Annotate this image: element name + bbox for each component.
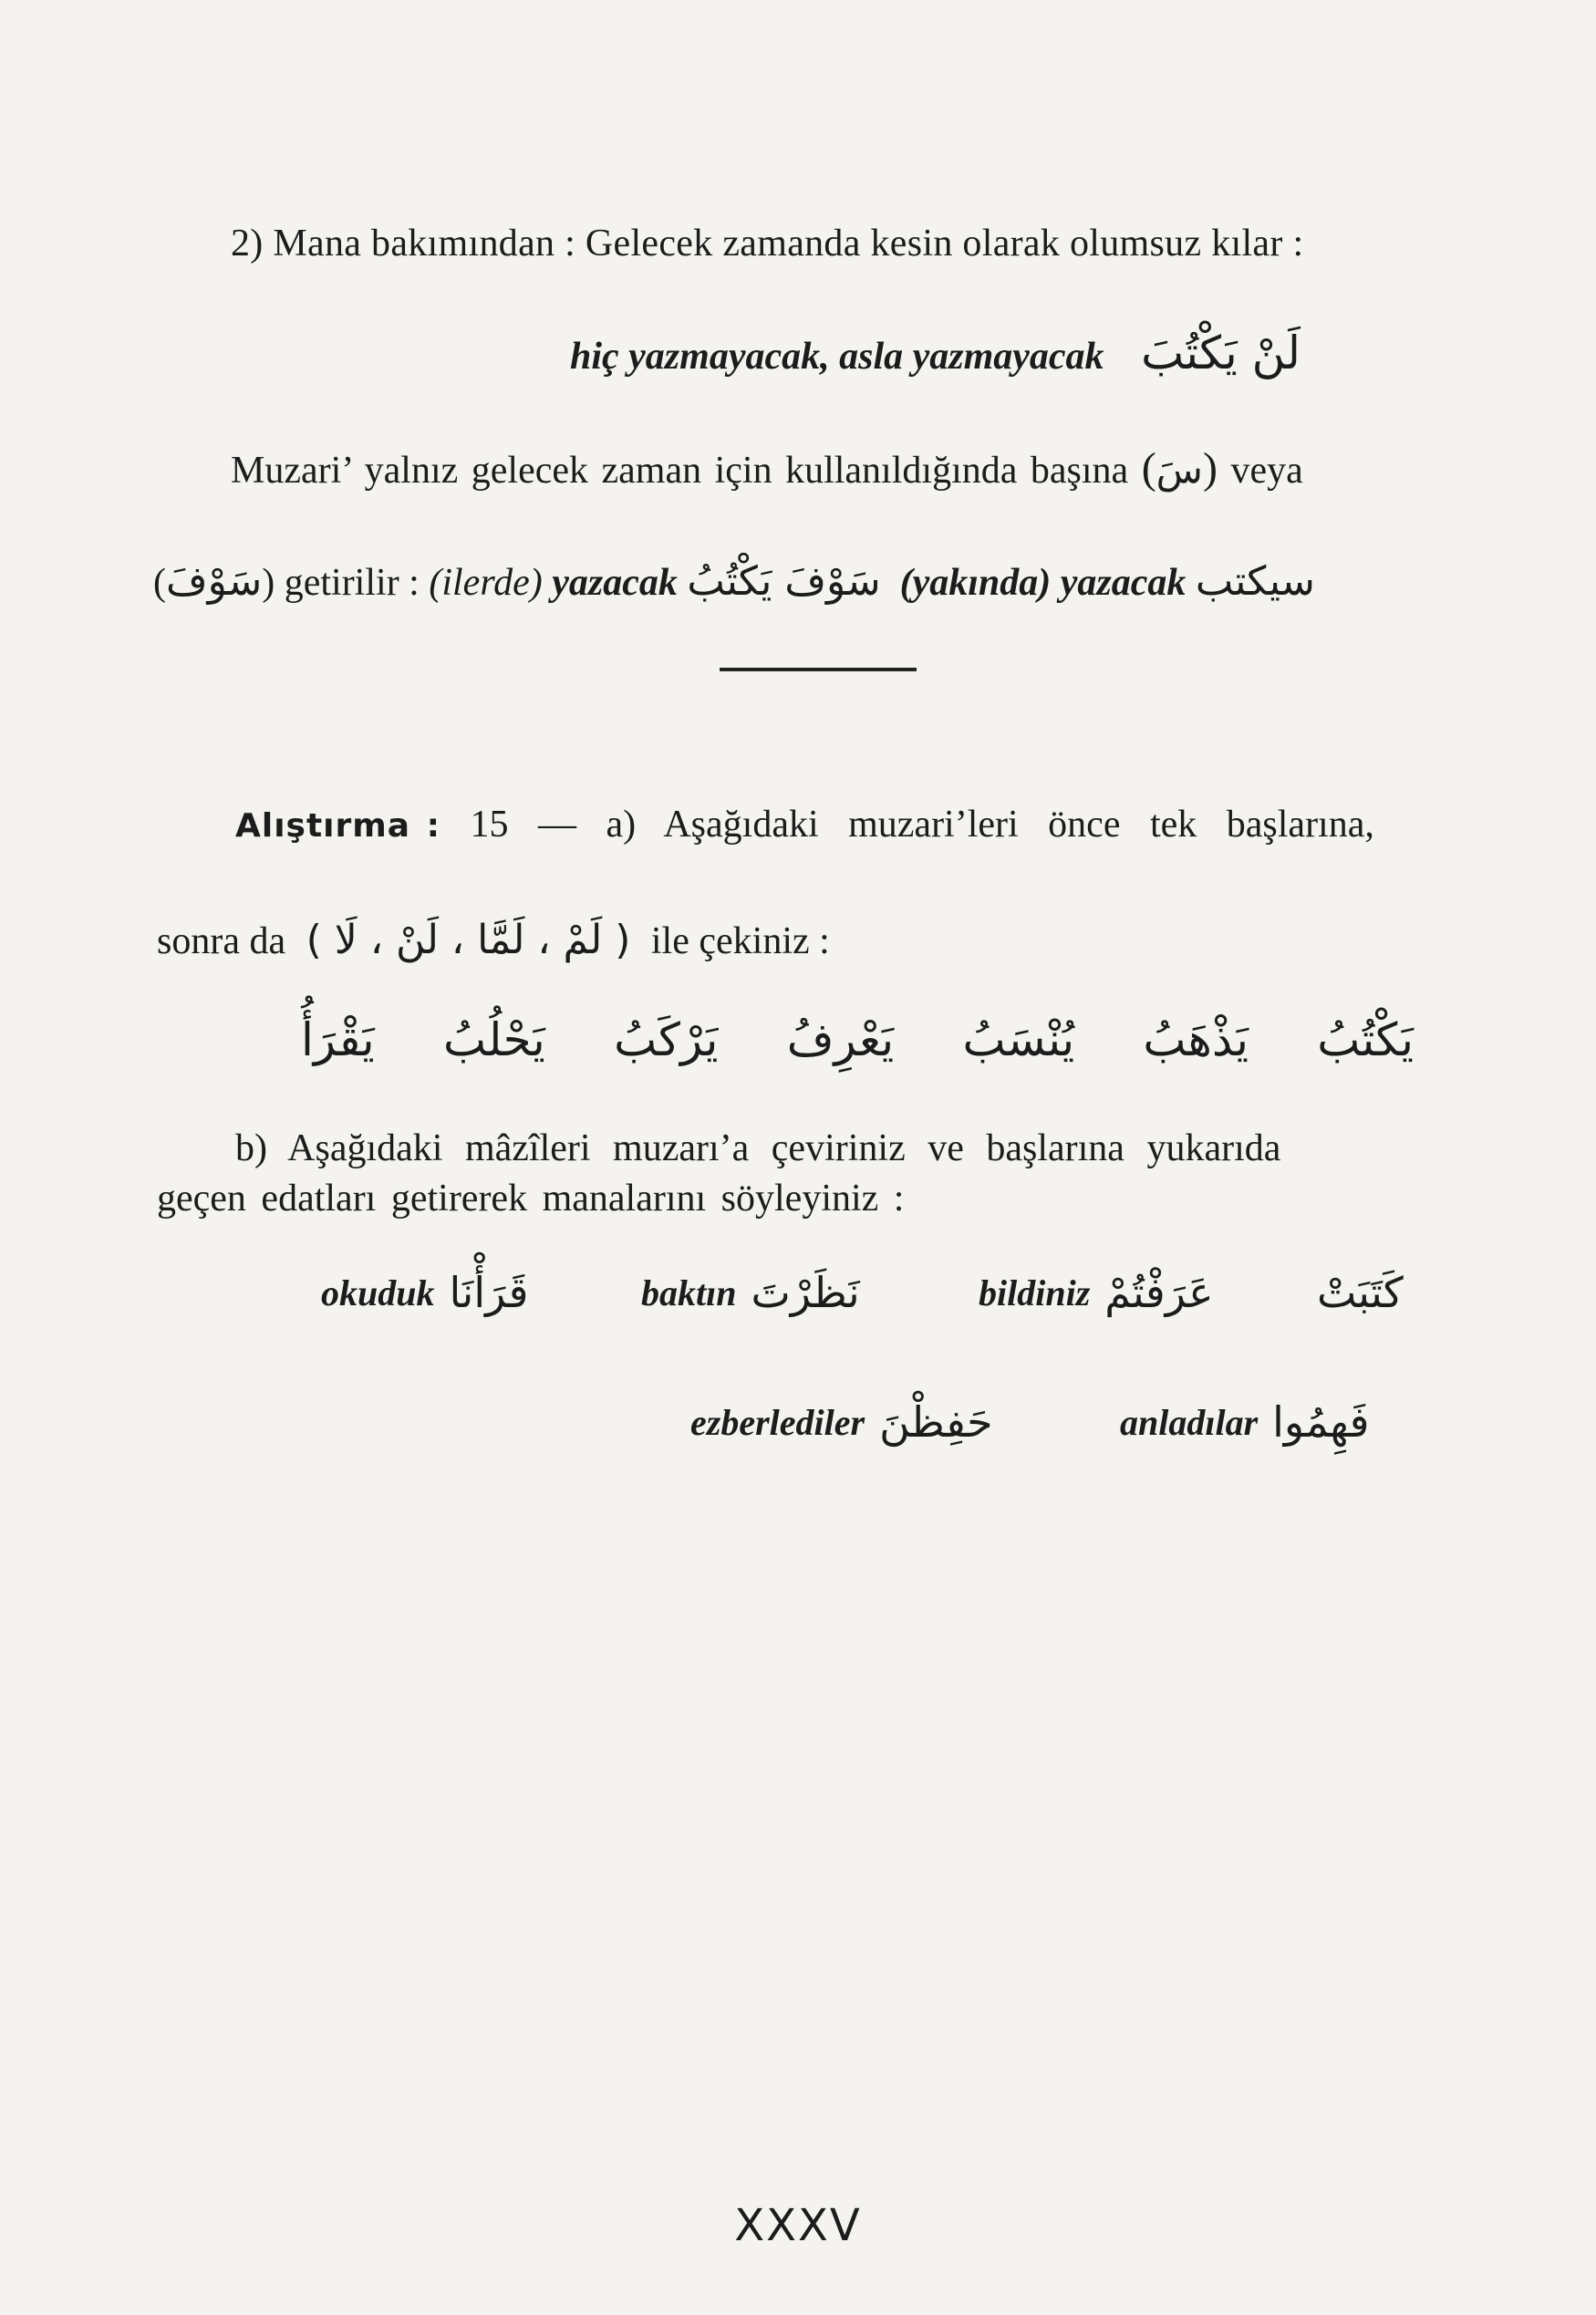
arabic-word: يَقْرَأُ	[301, 1013, 375, 1066]
open-paren: (	[1141, 444, 1156, 493]
arabic-word: يَعْرِفُ	[786, 1013, 895, 1066]
open-paren: (	[153, 562, 166, 604]
sonra-da-text: sonra da	[157, 920, 286, 962]
arabic-sawfa: سَوْفَ	[166, 558, 263, 605]
future-usage-line	[231, 443, 1303, 493]
arabic-sayaktubu: سيكتب	[1195, 558, 1315, 605]
pair-arabic: قَرَأْنَا	[449, 1268, 529, 1317]
pair-arabic: عَرَفْتُمْ	[1104, 1268, 1214, 1317]
close-paren: )	[262, 562, 275, 604]
rule-text: 2) Mana bakımından : Gelecek zamanda kesin olarak olumsuz kılar :	[231, 223, 1304, 265]
exercise-a-text: 15 — a) Aşağıdaki muzari’leri önce tek başlarına,	[470, 804, 1374, 846]
word-pair	[641, 1268, 860, 1317]
word-pair	[1120, 1397, 1370, 1447]
word-pair	[1302, 1268, 1404, 1317]
particles-line	[157, 917, 830, 963]
pair-translation: okuduk	[321, 1272, 435, 1313]
muzari-word-list	[301, 990, 1414, 1090]
arabic-word: يَذْهَبُ	[1143, 1013, 1249, 1066]
arabic-word: يَرْكَبُ	[614, 1013, 719, 1066]
example-meaning: hiç yazmayacak, asla yazmayacak	[570, 336, 1104, 378]
exercise-b-line-2	[157, 1177, 904, 1220]
ile-cekiniz-text: ile çekiniz :	[650, 920, 830, 962]
arabic-sawfa-yaktubu: سَوْفَ يَكْتُبُ	[687, 558, 881, 605]
arabic-word: يَحْلُبُ	[442, 1013, 545, 1066]
page-number: XXXV	[734, 2200, 862, 2251]
veya-text: veya	[1230, 450, 1303, 492]
rule-line-1	[231, 222, 1303, 265]
yakinda-text: (yakında)	[899, 562, 1052, 604]
pair-arabic: فَهِمُوا	[1272, 1397, 1370, 1447]
pair-translation: anladılar	[1120, 1401, 1259, 1443]
sawfa-example-line	[153, 558, 1315, 605]
exercise-b-line-1	[235, 1126, 1280, 1170]
example-lan-yaktuba	[570, 327, 1301, 379]
close-paren: )	[1202, 444, 1218, 493]
word-pair	[979, 1268, 1214, 1317]
arabic-particles: ( لَمْ ، لَمَّا ، لَنْ ، لَا )	[306, 917, 631, 963]
arabic-lan-yaktuba: لَنْ يَكْتُبَ	[1141, 327, 1301, 379]
getirilir-text: getirilir :	[284, 562, 420, 604]
pair-translation: bildiniz	[979, 1272, 1091, 1313]
arabic-word: يُنْسَبُ	[962, 1013, 1075, 1066]
section-divider	[720, 668, 917, 671]
pair-arabic: نَظَرْتَ	[751, 1268, 860, 1317]
exercise-b-text-2: geçen edatları getirerek manalarını söyleyiniz :	[157, 1178, 905, 1220]
pair-arabic: كَتَبَتْ	[1317, 1268, 1404, 1317]
word-pair	[690, 1397, 993, 1447]
pair-translation: baktın	[641, 1272, 737, 1313]
pair-translation: ezberlediler	[690, 1401, 865, 1443]
exercise-b-text-1: b) Aşağıdaki mâzîleri muzarı’a çeviriniz ve başlarına yukarıda	[235, 1127, 1281, 1169]
exercise-heading-line	[235, 803, 1374, 846]
yazacak-text-2: yazacak	[1060, 562, 1187, 604]
arabic-word: يَكْتُبُ	[1317, 1013, 1414, 1066]
yazacak-text-1: yazacak	[552, 562, 678, 604]
pair-arabic: حَفِظْنَ	[879, 1397, 993, 1447]
word-pair	[321, 1268, 528, 1317]
future-usage-text: Muzari’ yalnız gelecek zaman için kullanıldığında başına	[231, 450, 1129, 492]
ilerde-text: (ilerde)	[429, 562, 543, 604]
exercise-title: Alıştırma :	[235, 807, 441, 845]
arabic-sa: سَ	[1156, 447, 1203, 492]
